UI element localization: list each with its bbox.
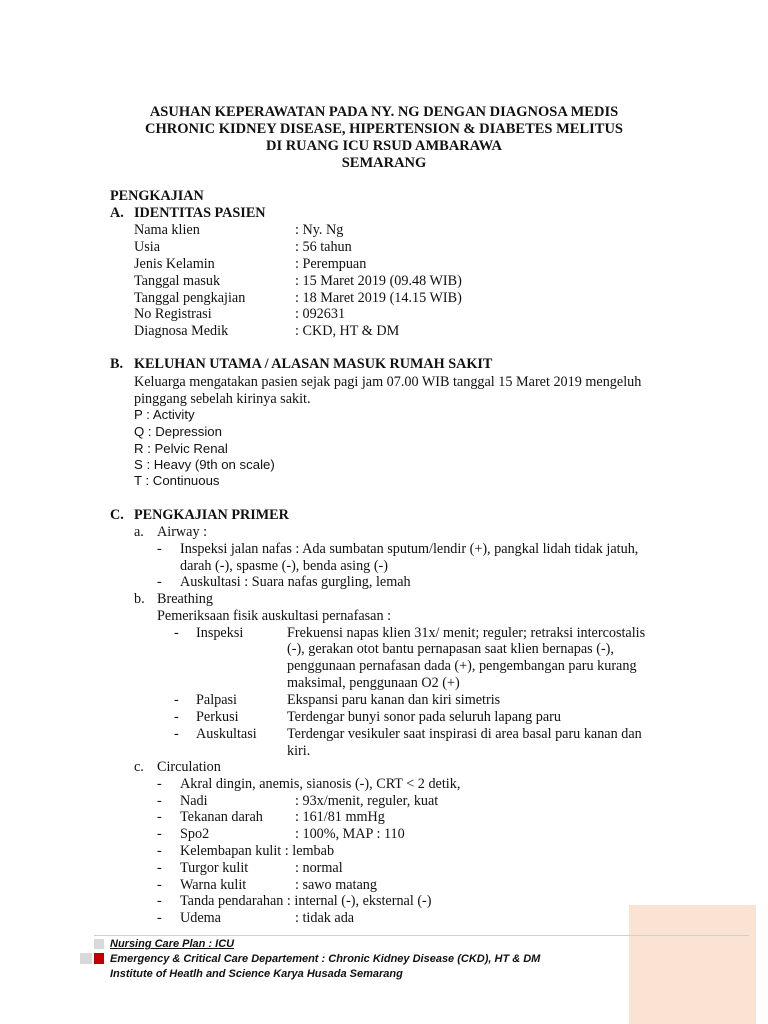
palpasi-label: Palpasi xyxy=(196,692,237,708)
inspeksi-label: Inspeksi xyxy=(196,625,244,641)
section-a-letter: A. xyxy=(110,205,124,221)
pqrst-q: Q : Depression xyxy=(134,424,222,439)
complaint-line-1: Keluarga mengatakan pasien sejak pagi jam 07.00 WIB tanggal 15 Maret 2019 mengeluh xyxy=(134,374,642,390)
circulation-value-turgor: : normal xyxy=(295,860,343,876)
identity-label: Tanggal pengkajian xyxy=(134,290,246,306)
title-line-2: CHRONIC KIDNEY DISEASE, HIPERTENSION & DIABETES MELITUS xyxy=(145,121,623,137)
bullet-dash: - xyxy=(174,625,179,641)
identity-label: Nama klien xyxy=(134,222,200,238)
inspeksi-line-3: penggunaan pernafasan dada (+), pengembangan paru kurang xyxy=(287,658,637,674)
section-c-letter: C. xyxy=(110,507,124,523)
airway-label: Airway : xyxy=(157,524,208,540)
circulation-label: Circulation xyxy=(157,759,221,775)
bullet-dash: - xyxy=(174,692,179,708)
section-a-heading: IDENTITAS PASIEN xyxy=(134,205,266,221)
bullet-dash: - xyxy=(157,776,162,792)
pqrst-s: S : Heavy (9th on scale) xyxy=(134,457,275,472)
title-line-3: DI RUANG ICU RSUD AMBARAWA xyxy=(265,138,503,154)
bullet-dash: - xyxy=(174,726,179,742)
bullet-dash: - xyxy=(157,893,162,909)
airway-inspeksi-line-1: Inspeksi jalan nafas : Ada sumbatan sputum/lendir (+), pangkal lidah tidak jatuh, xyxy=(180,541,639,557)
title-line-1: ASUHAN KEPERAWATAN PADA NY. NG DENGAN DIAGNOSA MEDIS xyxy=(149,104,619,120)
section-c-heading: PENGKAJIAN PRIMER xyxy=(134,507,289,523)
complaint-line-2: pinggang sebelah kirinya sakit. xyxy=(134,391,311,407)
palpasi-value: Ekspansi paru kanan dan kiri simetris xyxy=(287,692,501,708)
airway-marker: a. xyxy=(134,524,144,540)
bullet-dash: - xyxy=(157,809,162,825)
auskultasi-line-1: Terdengar vesikuler saat inspirasi di area basal paru kanan dan xyxy=(287,726,642,742)
identity-value: : 18 Maret 2019 (14.15 WIB) xyxy=(295,290,462,306)
airway-auskultasi: Auskultasi : Suara nafas gurgling, lemah xyxy=(180,574,411,590)
identity-label: Diagnosa Medik xyxy=(134,323,229,339)
footer-line-3: Institute of Heatlh and Science Karya Husada Semarang xyxy=(110,968,403,980)
bullet-dash: - xyxy=(157,574,162,590)
bullet-dash: - xyxy=(157,860,162,876)
circulation-value-warna: : sawo matang xyxy=(295,877,377,893)
footer-divider xyxy=(94,935,749,936)
circulation-value-udema: : tidak ada xyxy=(295,910,355,926)
breathing-label: Breathing xyxy=(157,591,213,607)
footer-red-square xyxy=(94,953,104,964)
circulation-label-pendarahan: Tanda pendarahan : internal (-), eksternal (-) xyxy=(180,893,432,909)
airway-inspeksi-line-2: darah (-), spasme (-), benda asing (-) xyxy=(180,558,388,574)
circulation-label-nadi: Nadi xyxy=(180,793,208,809)
circulation-label-kelembapan: Kelembapan kulit : lembab xyxy=(180,843,335,859)
footer-grey-square-small xyxy=(80,953,92,964)
identity-label: Jenis Kelamin xyxy=(134,256,215,272)
footer-line-1: Nursing Care Plan : ICU xyxy=(110,938,235,950)
section-b-letter: B. xyxy=(110,356,124,372)
identity-label: Usia xyxy=(134,239,161,255)
pengkajian-heading: PENGKAJIAN xyxy=(110,188,204,204)
identity-value: : Perempuan xyxy=(295,256,367,272)
breathing-intro: Pemeriksaan fisik auskultasi pernafasan : xyxy=(157,608,392,624)
circulation-label-udema: Udema xyxy=(180,910,221,926)
bullet-dash: - xyxy=(157,843,162,859)
inspeksi-line-4: maksimal, penggunaan O2 (+) xyxy=(287,675,460,691)
akral-text: Akral dingin, anemis, sianosis (-), CRT < 2 detik, xyxy=(180,776,461,792)
bullet-dash: - xyxy=(157,826,162,842)
inspeksi-line-1: Frekuensi napas klien 31x/ menit; reguler; retraksi intercostalis xyxy=(287,625,646,641)
identity-label: Tanggal masuk xyxy=(134,273,221,289)
pqrst-t: T : Continuous xyxy=(134,473,220,488)
identity-value: : 56 tahun xyxy=(295,239,352,255)
title-line-4: SEMARANG xyxy=(341,155,427,171)
pqrst-p: P : Activity xyxy=(134,407,195,422)
footer-grey-square xyxy=(94,939,104,949)
identity-value: : 092631 xyxy=(295,306,346,322)
identity-value: : Ny. Ng xyxy=(295,222,344,238)
perkusi-label: Perkusi xyxy=(196,709,239,725)
bullet-dash: - xyxy=(157,793,162,809)
footer-decoration-box xyxy=(629,905,756,1024)
identity-value: : 15 Maret 2019 (09.48 WIB) xyxy=(295,273,462,289)
bullet-dash: - xyxy=(157,877,162,893)
circulation-marker: c. xyxy=(134,759,144,775)
identity-label: No Registrasi xyxy=(134,306,212,322)
circulation-label-warna: Warna kulit xyxy=(180,877,247,893)
inspeksi-line-2: (-), gerakan otot bantu pernapasan saat klien bernapas (-), xyxy=(287,641,614,657)
auskultasi-line-2: kiri. xyxy=(287,743,311,759)
bullet-dash: - xyxy=(174,709,179,725)
footer-line-2: Emergency & Critical Care Departement : Chronic Kidney Disease (CKD), HT & DM xyxy=(110,953,541,965)
bullet-dash: - xyxy=(157,910,162,926)
auskultasi-label: Auskultasi xyxy=(196,726,257,742)
section-b-heading: KELUHAN UTAMA / ALASAN MASUK RUMAH SAKIT xyxy=(134,356,493,372)
circulation-value-nadi: : 93x/menit, reguler, kuat xyxy=(295,793,439,809)
perkusi-value: Terdengar bunyi sonor pada seluruh lapang paru xyxy=(287,709,561,725)
identity-value: : CKD, HT & DM xyxy=(295,323,400,339)
bullet-dash: - xyxy=(157,541,162,557)
circulation-label-turgor: Turgor kulit xyxy=(180,860,249,876)
circulation-value-spo2: : 100%, MAP : 110 xyxy=(295,826,405,842)
circulation-label-td: Tekanan darah xyxy=(180,809,263,825)
breathing-marker: b. xyxy=(134,591,145,607)
circulation-value-td: : 161/81 mmHg xyxy=(295,809,385,825)
pqrst-r: R : Pelvic Renal xyxy=(134,441,228,456)
circulation-label-spo2: Spo2 xyxy=(180,826,210,842)
